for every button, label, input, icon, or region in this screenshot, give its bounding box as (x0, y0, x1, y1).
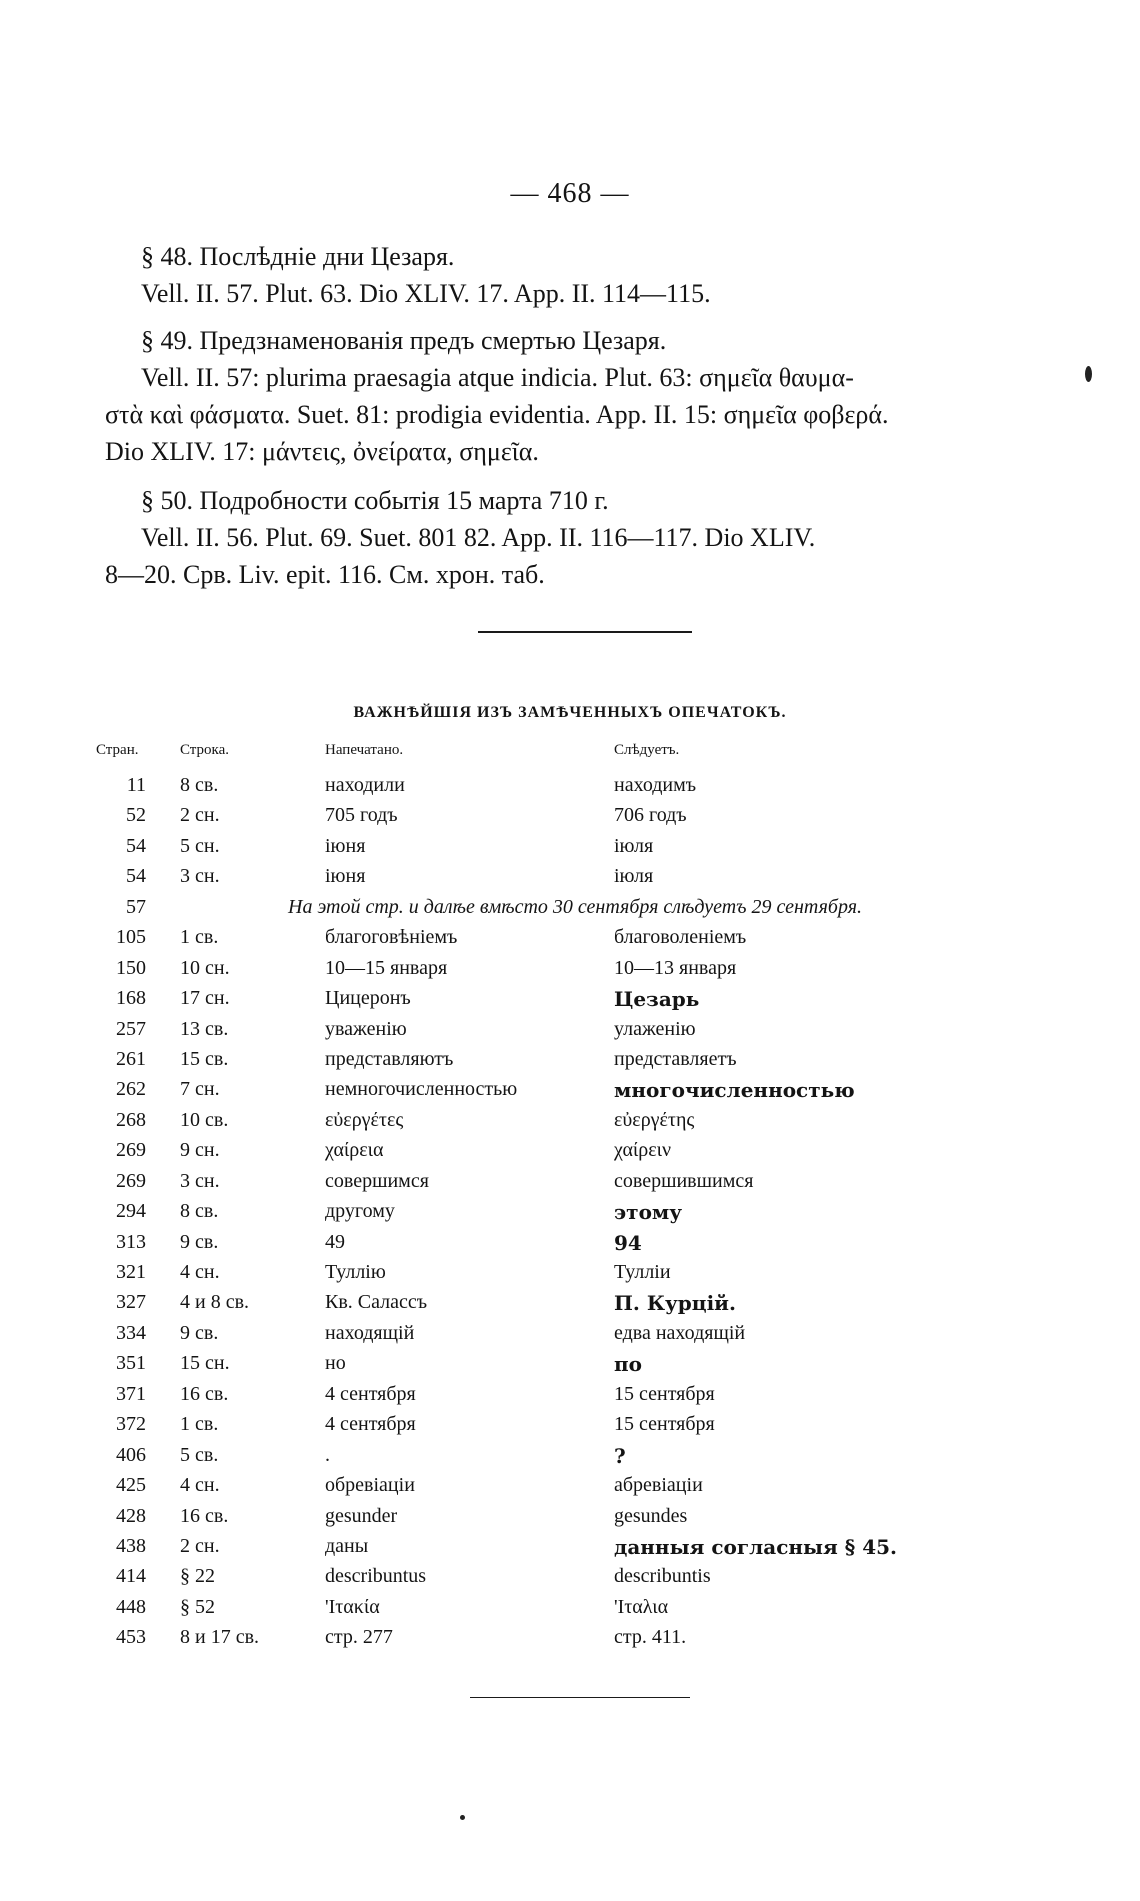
errata-row (0, 1501, 1140, 1531)
errata-row (0, 1318, 1140, 1348)
errata-line: 1 св. (180, 926, 219, 949)
errata-should: εὐεργέτης (614, 1108, 695, 1131)
errata-row (0, 770, 1140, 800)
errata-page: 327 (116, 1291, 146, 1314)
errata-page: 414 (116, 1565, 146, 1588)
section-refs-continued: 8—20. Срв. Liv. epit. 116. См. хрон. таб. (105, 560, 545, 589)
errata-line: 8 св. (180, 1200, 219, 1223)
errata-line: 3 сн. (180, 1169, 220, 1192)
errata-line: 4 и 8 св. (180, 1291, 250, 1314)
errata-printed: стр. 277 (325, 1626, 393, 1649)
errata-row (0, 1622, 1140, 1652)
errata-page: 11 (126, 774, 146, 796)
section-refs: Vell. II. 56. Plut. 69. Suet. 801 82. App. II. 116—117. Dio XLIV. (141, 523, 816, 552)
errata-page: 57 (126, 895, 146, 918)
section-refs-continued: Dio XLIV. 17: μάντεις, ὀνείρατα, σημεῖα. (105, 437, 539, 466)
errata-column-headers (0, 742, 1140, 766)
errata-line: 8 и 17 св. (180, 1626, 260, 1649)
errata-table (0, 770, 1140, 1653)
errata-page: 261 (116, 1047, 146, 1070)
errata-printed: 4 сентября (325, 1382, 416, 1405)
errata-should: ? (614, 1443, 626, 1468)
errata-line: 9 св. (180, 1230, 219, 1253)
errata-row (0, 831, 1140, 861)
errata-row (0, 1257, 1140, 1287)
ink-dot (460, 1815, 465, 1820)
section-refs-continued: στὰ καὶ φάσματα. Suet. 81: prodigia evidentia. App. II. 15: σημεῖα φοβερά. (105, 400, 889, 429)
errata-printed: находили (325, 774, 405, 796)
errata-should: абревіаціи (614, 1474, 703, 1497)
errata-note: На этой стр. и далѣе вмѣсто 30 сентября слѣдуетъ 29 сентября. (288, 895, 863, 918)
errata-row (0, 1044, 1140, 1074)
errata-page: 438 (116, 1534, 146, 1557)
errata-printed: Кв. Салассъ (325, 1291, 428, 1314)
errata-page: 428 (116, 1504, 146, 1527)
errata-page: 453 (116, 1626, 146, 1649)
errata-line: 5 сн. (180, 834, 220, 857)
divider (478, 631, 692, 633)
errata-should: совершившимся (614, 1169, 754, 1192)
errata-printed: χαίρεια (325, 1139, 384, 1162)
errata-printed: εὐεργέτες (325, 1108, 404, 1131)
errata-row (0, 1561, 1140, 1591)
errata-line: 13 св. (180, 1017, 229, 1040)
errata-should: іюля (614, 865, 654, 888)
errata-printed: 49 (325, 1230, 345, 1253)
errata-should: gesundes (614, 1504, 688, 1527)
errata-row (0, 1227, 1140, 1257)
errata-line: 10 св. (180, 1108, 229, 1131)
errata-printed: іюня (325, 865, 366, 888)
errata-should: describuntis (614, 1565, 711, 1588)
errata-should: благоволеніемъ (614, 926, 747, 949)
errata-page: 425 (116, 1474, 146, 1497)
errata-printed: но (325, 1352, 346, 1375)
errata-printed: describuntus (325, 1565, 427, 1588)
errata-should: Цезарь (614, 987, 700, 1012)
errata-row (0, 1348, 1140, 1378)
errata-should: многочисленностью (614, 1078, 855, 1103)
errata-line: 4 сн. (180, 1261, 220, 1283)
errata-page: 371 (116, 1382, 146, 1405)
errata-line: 7 сн. (180, 1078, 220, 1101)
errata-line: 8 св. (180, 774, 219, 796)
errata-row (0, 983, 1140, 1013)
section-refs: Vell. II. 57: plurima praesagia atque indicia. Plut. 63: σημεῖα θαυμα- (141, 363, 854, 392)
errata-row (0, 861, 1140, 891)
errata-should: стр. 411. (614, 1626, 687, 1649)
errata-should: данныя согласныя § 45. (614, 1534, 898, 1559)
errata-line: 2 сн. (180, 1534, 220, 1557)
errata-page: 294 (116, 1200, 146, 1223)
errata-row (0, 1379, 1140, 1409)
section-49 (105, 322, 1065, 470)
errata-line: 9 св. (180, 1321, 219, 1344)
errata-page: 321 (116, 1261, 146, 1283)
section-48 (105, 238, 1065, 312)
errata-should: χαίρειν (614, 1139, 672, 1162)
errata-line: 15 сн. (180, 1352, 230, 1375)
errata-row (0, 1409, 1140, 1439)
errata-printed: находящій (325, 1321, 415, 1344)
errata-printed: Туллію (325, 1261, 386, 1283)
errata-row (0, 1440, 1140, 1470)
errata-row (0, 800, 1140, 830)
errata-row (0, 1592, 1140, 1622)
errata-row (0, 1135, 1140, 1165)
errata-page: 150 (116, 956, 146, 979)
errata-line: § 22 (180, 1565, 215, 1588)
errata-printed: обревіаціи (325, 1474, 415, 1497)
errata-page: 105 (116, 926, 146, 949)
errata-page: 406 (116, 1443, 146, 1466)
errata-should: 706 годъ (614, 804, 687, 827)
errata-row (0, 1531, 1140, 1561)
errata-line: 9 сн. (180, 1139, 220, 1162)
errata-page: 52 (126, 804, 146, 827)
errata-printed: 705 годъ (325, 804, 398, 827)
errata-should: 15 сентября (614, 1382, 715, 1405)
errata-page: 351 (116, 1352, 146, 1375)
errata-page: 168 (116, 987, 146, 1010)
errata-printed: Цицеронъ (325, 987, 411, 1010)
header-page: Стран. (96, 742, 139, 758)
divider (470, 1697, 690, 1698)
errata-should: по (614, 1352, 642, 1377)
errata-printed: іюня (325, 834, 366, 857)
errata-should: 'Ιταλια (614, 1595, 669, 1618)
errata-row (0, 1166, 1140, 1196)
errata-page: 313 (116, 1230, 146, 1253)
errata-row (0, 922, 1140, 952)
errata-should: Тулліи (614, 1261, 671, 1283)
errata-should: П. Курцій. (614, 1291, 736, 1316)
errata-page: 54 (126, 834, 146, 857)
errata-line: 1 св. (180, 1413, 219, 1436)
errata-should: 94 (614, 1230, 642, 1255)
errata-row (0, 1470, 1140, 1500)
errata-page: 269 (116, 1169, 146, 1192)
header-line: Строка. (180, 742, 230, 758)
errata-row (0, 1014, 1140, 1044)
errata-row (0, 953, 1140, 983)
errata-should: 15 сентября (614, 1413, 715, 1436)
section-heading: § 48. Послѣдніе дни Цезаря. (141, 242, 455, 271)
errata-printed: представляютъ (325, 1047, 454, 1070)
errata-printed: немногочисленностью (325, 1078, 518, 1101)
errata-row (0, 1287, 1140, 1317)
errata-line: § 52 (180, 1595, 215, 1618)
errata-printed: даны (325, 1534, 369, 1557)
errata-should: 10—13 января (614, 956, 737, 979)
errata-should: едва находящій (614, 1321, 746, 1344)
errata-page: 372 (116, 1413, 146, 1436)
errata-line: 2 сн. (180, 804, 220, 827)
section-refs: Vell. II. 57. Plut. 63. Dio XLIV. 17. App. II. 114—115. (141, 279, 711, 308)
errata-note-row (0, 892, 1140, 922)
errata-page: 268 (116, 1108, 146, 1131)
errata-line: 5 св. (180, 1443, 219, 1466)
errata-page: 54 (126, 865, 146, 888)
errata-printed: 4 сентября (325, 1413, 416, 1436)
errata-row (0, 1105, 1140, 1135)
errata-row (0, 1074, 1140, 1104)
errata-line: 10 сн. (180, 956, 230, 979)
header-printed: Напечатано. (325, 742, 404, 758)
errata-page: 269 (116, 1139, 146, 1162)
errata-printed: другому (325, 1200, 395, 1223)
errata-should: представляетъ (614, 1047, 737, 1070)
errata-line: 16 св. (180, 1504, 229, 1527)
errata-printed: уваженію (325, 1017, 407, 1040)
errata-line: 16 св. (180, 1382, 229, 1405)
section-heading: § 50. Подробности событія 15 марта 710 г. (141, 486, 609, 515)
errata-should: улаженію (614, 1017, 696, 1040)
errata-should: находимъ (614, 774, 697, 796)
errata-page: 257 (116, 1017, 146, 1040)
errata-page: 448 (116, 1595, 146, 1618)
section-heading: § 49. Предзнаменованія предъ смертью Цезаря. (141, 326, 667, 355)
errata-line: 15 св. (180, 1047, 229, 1070)
errata-page: 262 (116, 1078, 146, 1101)
ink-spot (1085, 366, 1092, 382)
errata-printed: 10—15 января (325, 956, 448, 979)
errata-title: ВАЖНѢЙШІЯ ИЗЪ ЗАМѢЧЕННЫХЪ ОПЕЧАТОКЪ. (353, 704, 787, 721)
errata-page: 334 (116, 1321, 146, 1344)
errata-printed: совершимся (325, 1169, 429, 1192)
page-number: — 468 — (510, 178, 630, 209)
section-50 (105, 482, 1065, 593)
errata-should: этому (614, 1200, 683, 1225)
errata-printed: . (325, 1443, 330, 1466)
errata-printed: gesunder (325, 1504, 398, 1527)
errata-printed: благоговѣніемъ (325, 926, 458, 949)
errata-line: 3 сн. (180, 865, 220, 888)
errata-should: іюля (614, 834, 654, 857)
errata-printed: 'Ιτακία (325, 1595, 380, 1618)
errata-line: 4 сн. (180, 1474, 220, 1497)
header-should: Слѣдуетъ. (614, 742, 680, 758)
errata-line: 17 сн. (180, 987, 230, 1010)
errata-row (0, 1196, 1140, 1226)
